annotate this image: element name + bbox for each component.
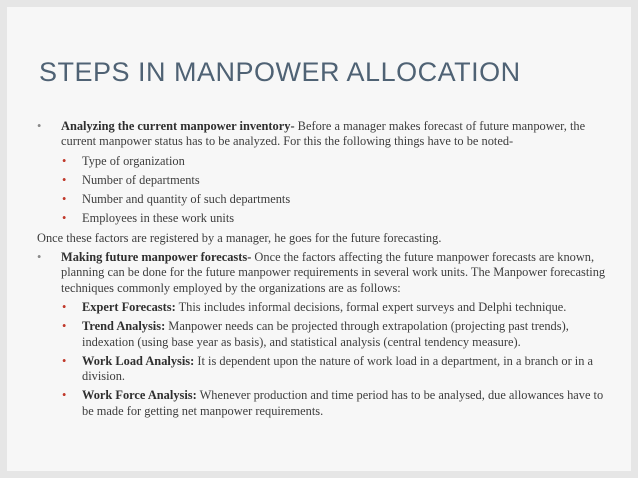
- bullet-text: Before a manager makes forecast of future manpower, the current manpower status has to be analyzed. For this the following things have to be noted-: [61, 119, 586, 149]
- bullet-marker: •: [37, 250, 42, 265]
- sub-bullet-number-of-departments: [37, 173, 612, 188]
- sub-bullet-text: It is dependent upon the nature of work load in a department, in a branch or in a division.: [82, 353, 594, 384]
- sub-bullet-heading: Work Force Analysis:: [82, 388, 197, 403]
- sub-bullet-heading: Trend Analysis:: [82, 319, 166, 334]
- bullet-marker: •: [62, 192, 67, 207]
- bullet-marker: •: [37, 119, 42, 133]
- bullet-text: Once the factors affecting the future manpower forecasts are known, planning can be done for the future manpower requirements in several work units. The Manpower forecasting techniques commonly employed by the organizations are as follows:: [61, 250, 606, 295]
- bullet-marker: •: [62, 153, 67, 168]
- slide: [7, 7, 631, 471]
- sub-bullet-type-of-organization: [37, 154, 612, 169]
- sub-bullet-text: Number and quantity of such departments: [82, 192, 291, 207]
- slide-title: STEPS IN MANPOWER ALLOCATION: [39, 57, 521, 87]
- sub-bullet-work-force-analysis: [37, 388, 612, 419]
- slide-content: [37, 119, 612, 419]
- bullet-future-forecasts: [37, 250, 612, 296]
- bullet-marker: •: [62, 211, 67, 226]
- bullet-marker: •: [62, 299, 67, 314]
- bullet-heading: Making future manpower forecasts-: [61, 250, 252, 265]
- sub-bullet-heading: Expert Forecasts:: [82, 299, 176, 314]
- sub-bullet-expert-forecasts: [37, 300, 612, 315]
- bullet-current-inventory: [37, 119, 612, 150]
- sub-bullet-text: Type of organization: [82, 153, 185, 168]
- bullet-marker: •: [62, 353, 67, 368]
- sub-bullet-text: Employees in these work units: [82, 211, 235, 226]
- sub-bullet-number-and-quantity: [37, 192, 612, 207]
- bullet-heading: Analyzing the current manpower inventory-: [61, 119, 295, 133]
- sub-bullet-text: This includes informal decisions, formal expert surveys and Delphi technique.: [175, 299, 567, 314]
- bullet-marker: •: [62, 172, 67, 187]
- sub-bullet-text: Number of departments: [82, 172, 200, 187]
- sub-bullet-text: Manpower needs can be projected through extrapolation (projecting past trends), indexation (using base year as basis), and statistical analysis (central tendency measure).: [82, 319, 569, 349]
- plain-paragraph: Once these factors are registered by a manager, he goes for the future forecasting.: [37, 230, 442, 245]
- bullet-marker: •: [62, 388, 67, 403]
- sub-bullet-text: Whenever production and time period has to be analysed, due allowances have to be made for getting net manpower requirements.: [82, 388, 604, 418]
- sub-bullet-employees: [37, 211, 612, 226]
- sub-bullet-work-load-analysis: [37, 354, 612, 385]
- sub-bullet-heading: Work Load Analysis:: [82, 353, 195, 368]
- bullet-marker: •: [62, 319, 67, 334]
- sub-bullet-trend-analysis: [37, 319, 612, 350]
